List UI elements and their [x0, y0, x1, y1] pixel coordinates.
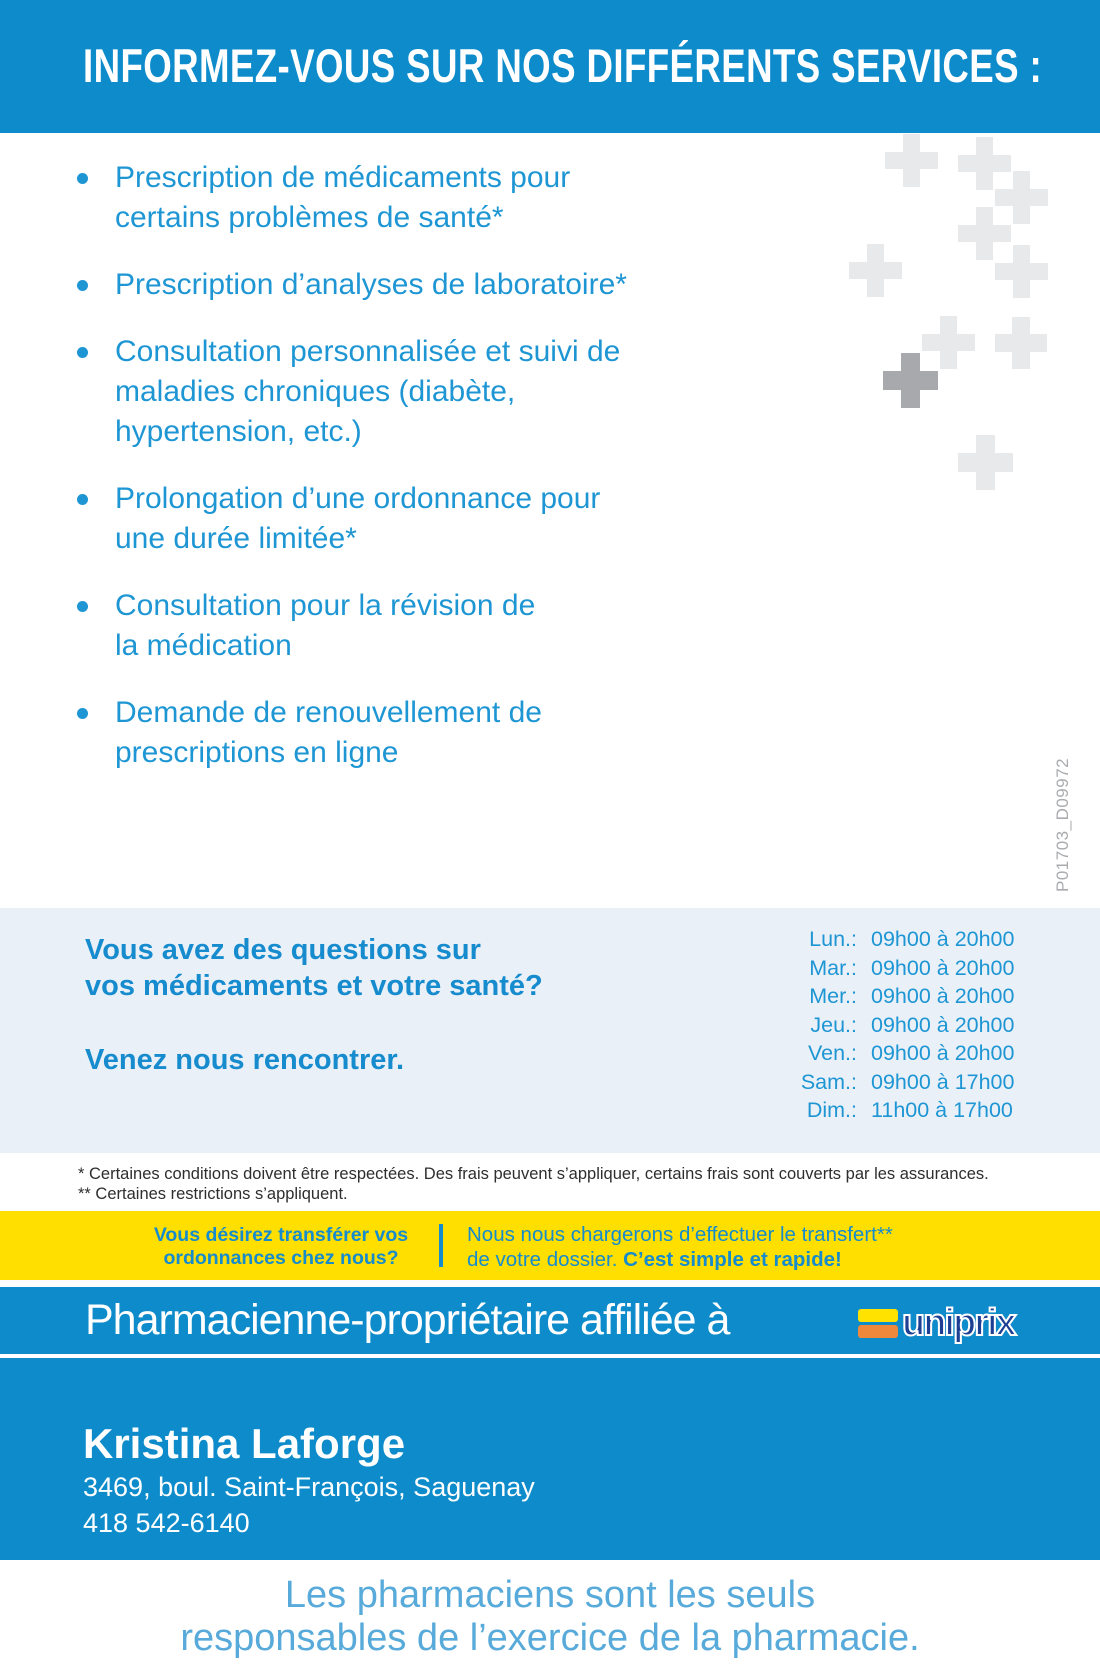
plus-icon	[849, 244, 902, 297]
logo-bar-orange	[858, 1325, 898, 1338]
transfer-question-line: Vous désirez transférer vos	[153, 1224, 409, 1246]
hours-row	[745, 1096, 1014, 1125]
service-item	[75, 265, 795, 305]
hours-row	[745, 1011, 1014, 1040]
service-item-line: Prescription de médicaments pour	[115, 161, 571, 194]
hours-day: Lun.:	[809, 927, 857, 951]
logo-bars-icon	[858, 1309, 898, 1338]
transfer-answer	[467, 1222, 893, 1272]
disclaimer-line: responsables de l’exercice de la pharmacie.	[180, 1617, 920, 1659]
transfer-answer-line	[467, 1247, 893, 1272]
service-item	[75, 158, 795, 238]
service-item-line: une durée limitée*	[115, 522, 357, 555]
service-item	[75, 332, 795, 452]
contact-banner	[0, 1358, 1100, 1560]
service-item-line: Consultation personnalisée et suivi de	[115, 335, 621, 368]
footnotes	[78, 1164, 989, 1204]
footnote-line-2: ** Certaines restrictions s’appliquent.	[78, 1185, 348, 1203]
hours-day: Jeu.:	[810, 1012, 857, 1037]
uniprix-logo	[858, 1304, 1015, 1342]
hours-time: 09h00 à 20h00	[871, 927, 1015, 951]
transfer-answer-normal: de votre dossier.	[467, 1248, 624, 1271]
question-line: Vous avez des questions sur	[85, 934, 481, 966]
hours-day: Mer.:	[809, 984, 857, 1008]
affiliation-banner	[0, 1287, 1100, 1354]
plus-icon	[995, 317, 1047, 369]
services-list	[75, 158, 795, 800]
service-item-line: maladies chroniques (diabète,	[115, 375, 516, 408]
plus-icon	[883, 353, 938, 408]
hours-list	[745, 925, 1014, 1125]
service-item-line: Prescription d’analyses de laboratoire*	[115, 268, 627, 301]
service-item-line: Demande de renouvellement de	[115, 696, 542, 729]
hours-time: 09h00 à 20h00	[871, 955, 1015, 980]
hours-row	[745, 925, 1014, 954]
pharmacy-address: 3469, boul. Saint-François, Saguenay	[83, 1472, 535, 1502]
hours-row	[745, 1039, 1014, 1068]
hours-day: Sam.:	[800, 1069, 857, 1094]
plus-icon	[995, 245, 1048, 298]
transfer-banner	[0, 1211, 1100, 1280]
service-item-line: hypertension, etc.)	[115, 415, 362, 448]
footnote-line-1: * Certaines conditions doivent être respectées. Des frais peuvent s’appliquer, certains frais sont couverts par les assurances.	[78, 1165, 989, 1183]
plus-icon	[885, 134, 938, 187]
service-item-line: prescriptions en ligne	[115, 736, 399, 769]
service-item	[75, 479, 795, 559]
pharmacy-phone: 418 542-6140	[83, 1508, 250, 1538]
hours-time: 09h00 à 17h00	[871, 1069, 1015, 1094]
hours-time: 09h00 à 20h00	[871, 1041, 1015, 1065]
info-panel	[0, 908, 1100, 1153]
pharmacist-name: Kristina Laforge	[83, 1420, 406, 1467]
service-item-line: Consultation pour la révision de	[115, 589, 536, 622]
hours-time: 09h00 à 20h00	[871, 984, 1015, 1008]
plus-icon	[958, 435, 1013, 490]
hours-day: Ven.:	[807, 1041, 857, 1065]
uniprix-logo-text: uniprix	[902, 1302, 1015, 1344]
service-item-line: Prolongation d’une ordonnance pour	[115, 482, 601, 515]
hours-day: Dim.:	[806, 1098, 857, 1122]
transfer-divider	[439, 1224, 443, 1267]
transfer-answer-line: Nous nous chargerons d’effectuer le transfert**	[467, 1223, 893, 1246]
hours-time: 09h00 à 20h00	[871, 1012, 1015, 1037]
hours-row	[745, 954, 1014, 983]
transfer-question-line: ordonnances chez nous?	[163, 1247, 399, 1269]
disclaimer-line: Les pharmaciens sont les seuls	[284, 1574, 816, 1616]
hours-row	[745, 982, 1014, 1011]
hours-day: Mar.:	[809, 955, 857, 980]
question-heading	[85, 932, 543, 1078]
affiliation-label: Pharmacienne-propriétaire affiliée à	[85, 1296, 730, 1344]
page-title: INFORMEZ-VOUS SUR NOS DIFFÉRENTS SERVICES :	[83, 39, 1043, 92]
service-item-line: la médication	[115, 629, 292, 662]
service-item	[75, 693, 795, 773]
legal-disclaimer	[0, 1574, 1100, 1660]
service-item	[75, 586, 795, 666]
print-code: P01703_D09972	[1053, 757, 1072, 892]
hours-row	[745, 1068, 1014, 1097]
service-item-line: certains problèmes de santé*	[115, 201, 504, 234]
logo-bar-yellow	[858, 1309, 898, 1322]
transfer-question	[140, 1224, 422, 1270]
header-banner	[0, 0, 1100, 133]
meet-us-text: Venez nous rencontrer.	[85, 1044, 405, 1076]
transfer-answer-bold: C’est simple et rapide!	[623, 1248, 842, 1271]
hours-time: 11h00 à 17h00	[871, 1098, 1013, 1122]
question-line: vos médicaments et votre santé?	[85, 970, 543, 1002]
